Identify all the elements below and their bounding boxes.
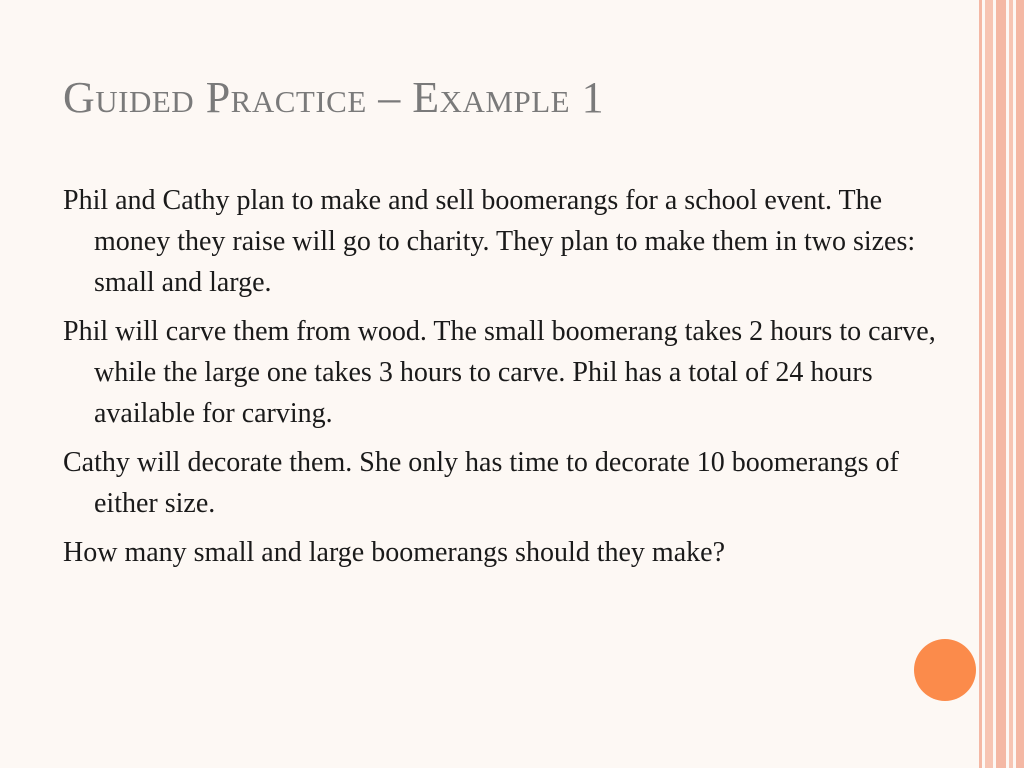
body-paragraph-3: Cathy will decorate them. She only has time to decorate 10 boomerangs of either size. [63, 447, 899, 519]
edge-stripe [985, 0, 993, 768]
edge-stripe [979, 0, 982, 768]
body-paragraph-2: Phil will carve them from wood. The small boomerang takes 2 hours to carve, while the large one takes 3 hours to carve. Phil has a total of 24 hours available for carving. [63, 316, 936, 429]
slide-body [63, 180, 963, 581]
body-paragraph-1: Phil and Cathy plan to make and sell boomerangs for a school event. The money they raise will go to charity. They plan to make them in two sizes: small and large. [63, 185, 916, 298]
edge-stripe [996, 0, 1006, 768]
decorative-circle [914, 639, 976, 701]
slide-title: Guided Practice – Example 1 [63, 73, 605, 122]
body-paragraph-4: How many small and large boomerangs should they make? [63, 537, 725, 568]
edge-stripe [1016, 0, 1024, 768]
edge-stripe [1009, 0, 1013, 768]
